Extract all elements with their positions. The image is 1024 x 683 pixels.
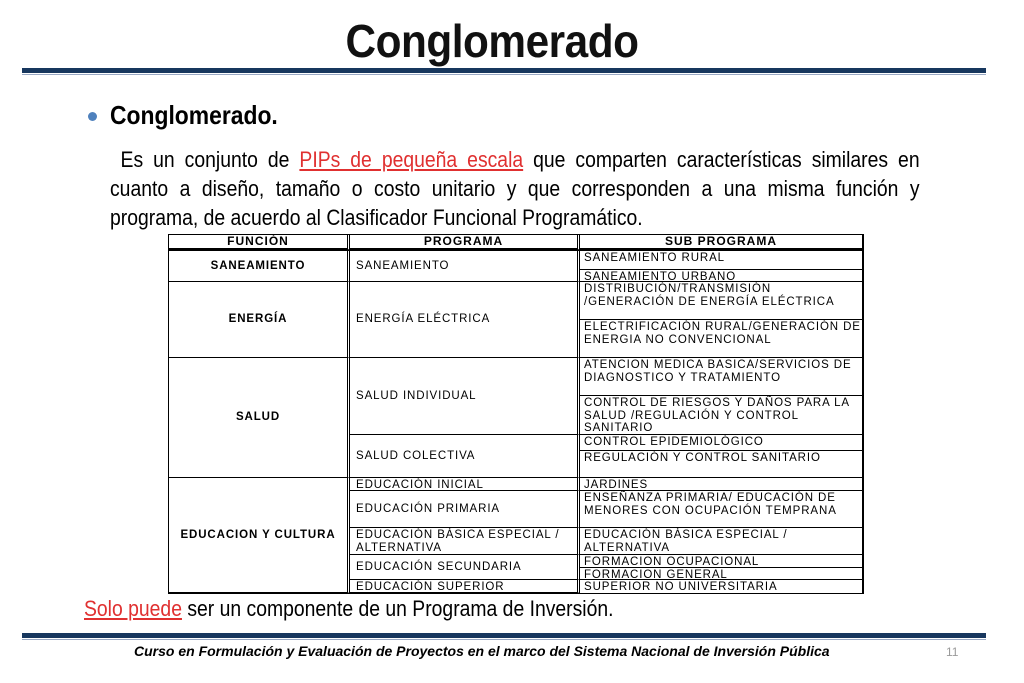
classifier-table bbox=[168, 234, 864, 594]
program-cell: SANEAMIENTO bbox=[350, 251, 580, 282]
pips-link[interactable]: PIPs de pequeña escala bbox=[299, 147, 524, 172]
paragraph-text-before: Es un conjunto de bbox=[120, 147, 300, 172]
bullet-icon bbox=[88, 112, 97, 121]
closing-text: ser un componente de un Programa de Inversión. bbox=[181, 596, 614, 621]
table-header-funcion: FUNCIÓN bbox=[169, 235, 350, 251]
closing-sentence bbox=[84, 596, 614, 622]
function-cell: ENERGÍA bbox=[169, 282, 350, 358]
section-heading: Conglomerado. bbox=[110, 100, 278, 130]
program-cell: EDUCACIÓN SUPERIOR bbox=[350, 580, 580, 593]
slide-title: Conglomerado bbox=[345, 15, 639, 67]
program-cell: EDUCACIÓN PRIMARIA bbox=[350, 491, 580, 528]
bottom-divider bbox=[22, 633, 986, 638]
table-header-programa: PROGRAMA bbox=[350, 235, 580, 251]
subprogram-cell: ENSEÑANZA PRIMARIA/ EDUCACIÓN DE MENORES CON OCUPACIÓN TEMPRANA bbox=[580, 491, 863, 528]
subprogram-cell: FORMACION GENERAL bbox=[580, 568, 863, 580]
subprogram-cell: ELECTRIFICACIÓN RURAL/GENERACIÓN DE ENERGIA NO CONVENCIONAL bbox=[580, 320, 863, 358]
function-cell: SALUD bbox=[169, 358, 350, 478]
subprogram-cell: SANEAMIENTO RURAL bbox=[580, 251, 863, 270]
top-divider-thin bbox=[22, 74, 986, 75]
program-cell: EDUCACIÓN INICIAL bbox=[350, 478, 580, 491]
paragraph-text-after: que comparten características similares en cuanto a diseño, tamaño o costo unitario y que corresponden a una misma función y programa, de acuerdo al Clasificador Funcional Programático. bbox=[110, 147, 920, 230]
subprogram-cell: DISTRIBUCIÓN/TRANSMISIÓN /GENERACIÓN DE ENERGÍA ELÉCTRICA bbox=[580, 282, 863, 320]
solo-puede-link[interactable]: Solo puede bbox=[84, 596, 182, 621]
program-cell: EDUCACIÓN BÁSICA ESPECIAL / ALTERNATIVA bbox=[350, 528, 580, 555]
program-cell: ENERGÍA ELÉCTRICA bbox=[350, 282, 580, 358]
subprogram-cell: JARDINES bbox=[580, 478, 863, 491]
top-divider bbox=[22, 68, 986, 73]
subprogram-cell: CONTROL EPIDEMIOLÓGICO bbox=[580, 435, 863, 451]
page-number: 11 bbox=[946, 645, 959, 659]
program-cell: EDUCACIÓN SECUNDARIA bbox=[350, 555, 580, 580]
subprogram-cell: SANEAMIENTO URBANO bbox=[580, 270, 863, 282]
definition-paragraph bbox=[110, 145, 920, 232]
function-cell: SANEAMIENTO bbox=[169, 251, 350, 282]
table-header-subprograma: SUB PROGRAMA bbox=[580, 235, 863, 251]
subprogram-cell: CONTROL DE RIESGOS Y DAÑOS PARA LA SALUD /REGULACIÓN Y CONTROL SANITARIO bbox=[580, 396, 863, 435]
function-cell: EDUCACION Y CULTURA bbox=[169, 478, 350, 593]
subprogram-cell: REGULACIÓN Y CONTROL SANITARIO bbox=[580, 451, 863, 478]
program-cell: SALUD INDIVIDUAL bbox=[350, 358, 580, 435]
bottom-divider-thin bbox=[22, 639, 986, 640]
footer-course-title: Curso en Formulación y Evaluación de Proyectos en el marco del Sistema Nacional de Inversión Pública bbox=[134, 643, 830, 659]
subprogram-cell: EDUCACIÓN BÁSICA ESPECIAL / ALTERNATIVA bbox=[580, 528, 863, 555]
subprogram-cell: FORMACION OCUPACIONAL bbox=[580, 555, 863, 568]
program-cell: SALUD COLECTIVA bbox=[350, 435, 580, 478]
subprogram-cell: SUPERIOR NO UNIVERSITARIA bbox=[580, 580, 863, 593]
subprogram-cell: ATENCION MEDICA BASICA/SERVICIOS DE DIAGNOSTICO Y TRATAMIENTO bbox=[580, 358, 863, 396]
